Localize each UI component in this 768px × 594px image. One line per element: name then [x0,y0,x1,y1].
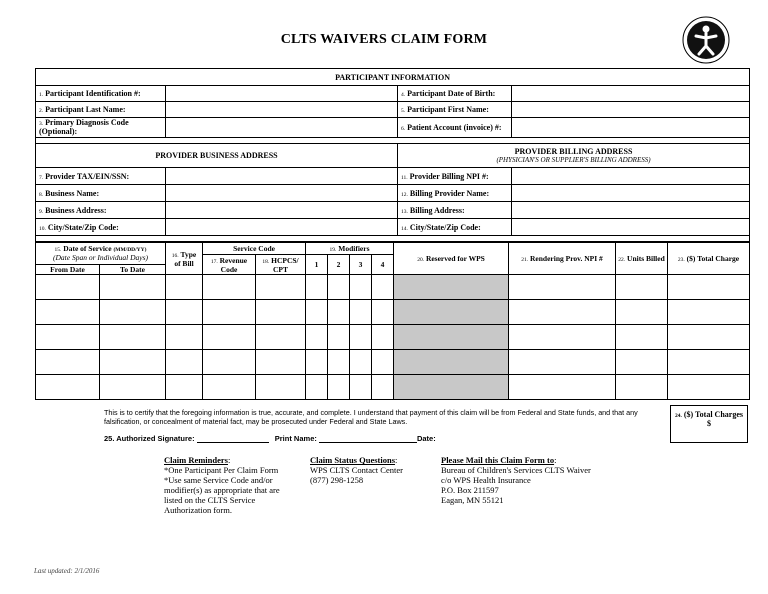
type-of-bill-cell[interactable] [166,275,203,300]
participant-first-name-label: 5. Participant First Name: [398,102,512,118]
hcpcs-header: 18. HCPCS/ CPT [256,255,306,275]
to-date-cell[interactable] [100,325,166,350]
from-date-cell[interactable] [36,275,100,300]
participant-id-field[interactable] [166,86,398,102]
modifier-cell[interactable] [372,275,394,300]
modifier-cell[interactable] [350,275,372,300]
section-divider [36,236,750,242]
rendering-npi-header: 21. Rendering Prov. NPI # [509,243,616,275]
modifier-cell[interactable] [328,300,350,325]
reminder-line: *Use same Service Code and/or [164,475,273,485]
modifier-1-header: 1 [306,255,328,275]
service-line-row [36,325,750,350]
status-line: WPS CLTS Contact Center [310,465,403,475]
reserved-cell [394,300,509,325]
billing-npi-label: 11. Provider Billing NPI #: [398,168,512,185]
service-code-header: Service Code [203,243,306,255]
billing-provider-name-field[interactable] [512,185,750,202]
hcpcs-cell[interactable] [256,350,306,375]
from-date-cell[interactable] [36,300,100,325]
diagnosis-code-label: 3. Primary Diagnosis Code (Optional): [36,118,166,138]
mail-line: P.O. Box 211597 [441,485,499,495]
units-cell[interactable] [616,375,668,400]
signature-line [104,434,436,443]
revenue-code-cell[interactable] [203,300,256,325]
units-billed-header: 22. Units Billed [616,243,668,275]
provider-tax-field[interactable] [166,168,398,185]
to-date-header: To Date [100,265,166,275]
date-label: Date: [416,434,436,443]
service-line-row [36,350,750,375]
reserved-wps-header: 20. Reserved for WPS [394,243,509,275]
service-lines-table [35,242,750,400]
patient-account-field[interactable] [512,118,750,138]
mail-line: c/o WPS Health Insurance [441,475,531,485]
total-charges-box[interactable]: 24. ($) Total Charges $ [670,405,748,443]
modifier-4-header: 4 [372,255,394,275]
revenue-code-cell[interactable] [203,375,256,400]
reminder-line: modifier(s) as appropriate that are [164,485,280,495]
rendering-npi-cell[interactable] [509,275,616,300]
charge-cell[interactable] [668,300,750,325]
claim-reminders-title: Claim Reminders [164,455,228,465]
reminder-line: Authorization form. [164,505,232,515]
status-line: (877) 298-1258 [310,475,364,485]
business-name-label: 8. Business Name: [36,185,166,202]
participant-last-name-label: 2. Participant Last Name: [36,102,166,118]
billing-city-field[interactable] [512,219,750,236]
revenue-code-cell[interactable] [203,350,256,375]
provider-tax-label: 7. Provider TAX/EIN/SSN: [36,168,166,185]
diagnosis-code-field[interactable] [166,118,398,138]
authorized-signature-label: 25. Authorized Signature: [104,434,195,443]
state-seal-icon [682,16,730,64]
modifier-2-header: 2 [328,255,350,275]
modifier-cell[interactable] [328,350,350,375]
from-date-cell[interactable] [36,350,100,375]
reserved-cell [394,375,509,400]
revenue-code-cell[interactable] [203,275,256,300]
billing-provider-name-label: 12. Billing Provider Name: [398,185,512,202]
type-of-bill-cell[interactable] [166,375,203,400]
participant-dob-label: 4. Participant Date of Birth: [398,86,512,102]
reserved-cell [394,275,509,300]
print-name-label: Print Name: [274,434,317,443]
mail-line: Bureau of Children's Services CLTS Waiver [441,465,591,475]
billing-address-field[interactable] [512,202,750,219]
units-cell[interactable] [616,350,668,375]
business-address-label: 9. Business Address: [36,202,166,219]
rendering-npi-cell[interactable] [509,350,616,375]
date-of-service-header: 15. Date of Service (MM/DD/YY) (Date Span or Individual Days) [36,243,166,265]
charge-cell[interactable] [668,350,750,375]
billing-npi-field[interactable] [512,168,750,185]
provider-billing-header: PROVIDER BILLING ADDRESS (PHYSICIAN'S OR SUPPLIER'S BILLING ADDRESS) [398,144,750,168]
claim-status: Claim Status Questions: WPS CLTS Contact Center (877) 298-1258 [310,455,435,485]
units-cell[interactable] [616,325,668,350]
charge-cell[interactable] [668,275,750,300]
rendering-npi-cell[interactable] [509,375,616,400]
modifier-cell[interactable] [306,325,328,350]
charge-cell[interactable] [668,325,750,350]
reminder-line: listed on the CLTS Service [164,495,256,505]
modifier-cell[interactable] [306,375,328,400]
revenue-code-header: 17. Revenue Code [203,255,256,275]
modifier-cell[interactable] [328,325,350,350]
certification-text: This is to certify that the foregoing information is true, accurate, and complete. I understand that payment of this claim will be from Federal and State funds, and that any falsification, or concealment of material fact, may be prosecuted under Federal and State Laws. [104,408,638,426]
to-date-cell[interactable] [100,275,166,300]
type-of-bill-cell[interactable] [166,300,203,325]
type-of-bill-header: 16. Type of Bill [166,243,203,275]
modifier-cell[interactable] [372,350,394,375]
type-of-bill-cell[interactable] [166,350,203,375]
units-cell[interactable] [616,275,668,300]
total-charges-symbol: $ [707,419,711,428]
last-updated: Last updated: 2/1/2016 [34,567,100,575]
hcpcs-cell[interactable] [256,325,306,350]
hcpcs-cell[interactable] [256,300,306,325]
modifier-cell[interactable] [350,350,372,375]
rendering-npi-cell[interactable] [509,325,616,350]
business-name-field[interactable] [166,185,398,202]
modifier-cell[interactable] [306,300,328,325]
charge-cell[interactable] [668,375,750,400]
participant-dob-field[interactable] [512,86,750,102]
hcpcs-cell[interactable] [256,275,306,300]
units-cell[interactable] [616,300,668,325]
participant-first-name-field[interactable] [512,102,750,118]
business-address-field[interactable] [166,202,398,219]
claim-status-title: Claim Status Questions [310,455,396,465]
modifier-cell[interactable] [306,275,328,300]
modifiers-header: 19. Modifiers [306,243,394,255]
modifier-3-header: 3 [350,255,372,275]
service-line-row [36,375,750,400]
service-line-row [36,300,750,325]
modifier-cell[interactable] [328,275,350,300]
modifier-cell[interactable] [372,300,394,325]
reserved-cell [394,350,509,375]
modifier-cell[interactable] [372,325,394,350]
participant-id-label: 1. Participant Identification #: [36,86,166,102]
business-city-field[interactable] [166,219,398,236]
mailing-address: Please Mail this Claim Form to: Bureau of Children's Services CLTS Waiver c/o WPS Health Insurance P.O. Box 211597 Eagan, MN 55121 [441,455,641,505]
modifier-cell[interactable] [328,375,350,400]
print-name-field[interactable] [319,434,417,443]
modifier-cell[interactable] [350,375,372,400]
mailing-address-title: Please Mail this Claim Form to [441,455,555,465]
type-of-bill-cell[interactable] [166,325,203,350]
participant-provider-table [35,68,750,242]
claim-reminders: Claim Reminders: *One Participant Per Claim Form *Use same Service Code and/or modifier(s) as appropriate that are listed on the CLTS Service Authorization form. [164,455,304,515]
total-charge-header: 23. ($) Total Charge [668,243,750,275]
from-date-header: From Date [36,265,100,275]
business-city-label: 10. City/State/Zip Code: [36,219,166,236]
provider-billing-subheader: (PHYSICIAN'S OR SUPPLIER'S BILLING ADDRESS) [496,156,651,164]
modifier-cell[interactable] [372,375,394,400]
rendering-npi-cell[interactable] [509,300,616,325]
to-date-cell[interactable] [100,300,166,325]
modifier-cell[interactable] [350,325,372,350]
service-line-row [36,275,750,300]
billing-city-label: 14. City/State/Zip Code: [398,219,512,236]
participant-info-header: PARTICIPANT INFORMATION [36,69,750,86]
from-date-cell[interactable] [36,375,100,400]
to-date-cell[interactable] [100,375,166,400]
provider-business-header: PROVIDER BUSINESS ADDRESS [36,144,398,168]
participant-last-name-field[interactable] [166,102,398,118]
revenue-code-cell[interactable] [203,325,256,350]
hcpcs-cell[interactable] [256,375,306,400]
patient-account-label: 6. Patient Account (invoice) #: [398,118,512,138]
form-title: CLTS WAIVERS CLAIM FORM [280,32,488,47]
from-date-cell[interactable] [36,325,100,350]
mail-line: Eagan, MN 55121 [441,495,504,505]
reminder-line: *One Participant Per Claim Form [164,465,279,475]
billing-address-label: 13. Billing Address: [398,202,512,219]
total-charges-label: ($) Total Charges [683,410,743,419]
modifier-cell[interactable] [350,300,372,325]
to-date-cell[interactable] [100,350,166,375]
reserved-cell [394,325,509,350]
modifier-cell[interactable] [306,350,328,375]
authorized-signature-field[interactable] [197,434,269,443]
